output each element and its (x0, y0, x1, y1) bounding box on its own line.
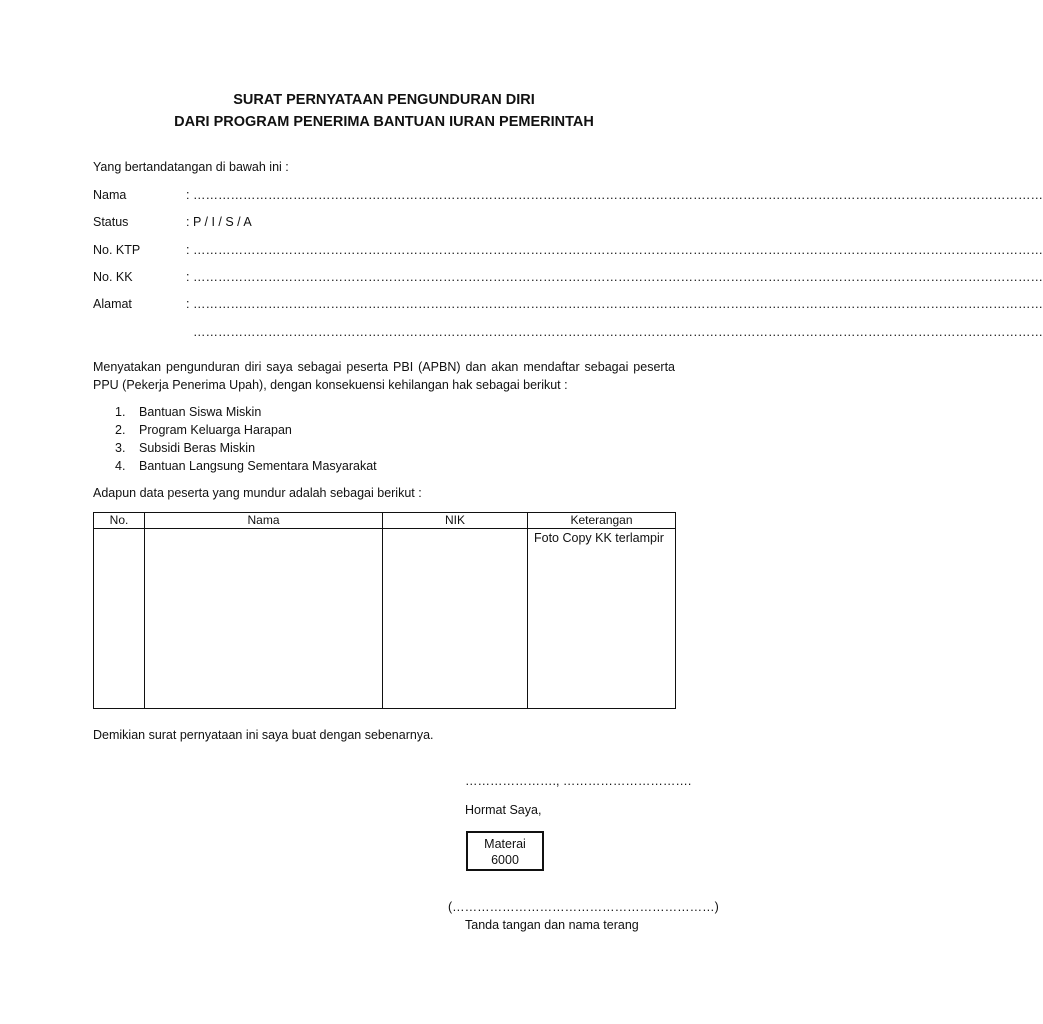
alamat-colon: : (186, 297, 190, 311)
signature-caption: Tanda tangan dan nama terang (465, 918, 639, 932)
materai-value: 6000 (491, 853, 519, 867)
ktp-colon: : (186, 243, 190, 257)
header-no: No. (94, 513, 145, 529)
header-keterangan: Keterangan (528, 513, 676, 529)
nama-colon: : (186, 188, 190, 202)
materai-stamp-box (466, 831, 544, 871)
signature-line: (………………………………………………………) (448, 900, 719, 914)
cell-no (94, 529, 145, 709)
kk-colon: : (186, 270, 190, 284)
nama-dots: …………………………………………………………………………………………………………………………………………………………………………………… (193, 188, 1043, 202)
kk-dots: …………………………………………………………………………………………………………………………………………………………………………………… (193, 270, 1043, 284)
list-item: 4. Bantuan Langsung Sementara Masyarakat (115, 459, 377, 473)
benefits-list (115, 403, 377, 475)
list-item: 1. Bantuan Siswa Miskin (115, 405, 262, 419)
kk-label: No. KK (93, 270, 133, 284)
ktp-label: No. KTP (93, 243, 141, 257)
status-label: Status (93, 215, 129, 229)
cell-nama (145, 529, 383, 709)
table-header-row (94, 513, 676, 529)
title-line-1: SURAT PERNYATAAN PENGUNDURAN DIRI (233, 92, 535, 108)
cell-keterangan: Foto Copy KK terlampir (528, 529, 676, 709)
place-date-line: …………………., …………………………. (465, 774, 692, 788)
ktp-dots: …………………………………………………………………………………………………………………………………………………………………………………… (193, 243, 1043, 257)
intro-text: Yang bertandatangan di bawah ini : (93, 160, 289, 174)
header-nama: Nama (145, 513, 383, 529)
list-item: 3. Subsidi Beras Miskin (115, 441, 256, 455)
alamat-dots-2: …………………………………………………………………………………………………………………………………………………………………………………… (193, 325, 1043, 339)
table-row (94, 529, 676, 709)
table-intro: Adapun data peserta yang mundur adalah sebagai berikut : (93, 486, 422, 500)
cell-nik (383, 529, 528, 709)
alamat-dots-1: …………………………………………………………………………………………………………………………………………………………………………………… (193, 297, 1043, 311)
regards-text: Hormat Saya, (465, 803, 542, 817)
status-value: : P / I / S / A (186, 215, 252, 229)
nama-label: Nama (93, 188, 127, 202)
participant-table (93, 512, 676, 709)
alamat-label: Alamat (93, 297, 132, 311)
list-item: 2. Program Keluarga Harapan (115, 423, 292, 437)
header-nik: NIK (383, 513, 528, 529)
title-line-2: DARI PROGRAM PENERIMA BANTUAN IURAN PEMERINTAH (174, 114, 594, 130)
closing-text: Demikian surat pernyataan ini saya buat dengan sebenarnya. (93, 728, 434, 742)
statement-paragraph: Menyatakan pengunduran diri saya sebagai peserta PBI (APBN) dan akan mendaftar sebagai peserta PPU (Pekerja Penerima Upah), dengan konsekuensi kehilangan hak sebagai berikut : (93, 360, 675, 392)
materai-label: Materai (484, 837, 526, 851)
